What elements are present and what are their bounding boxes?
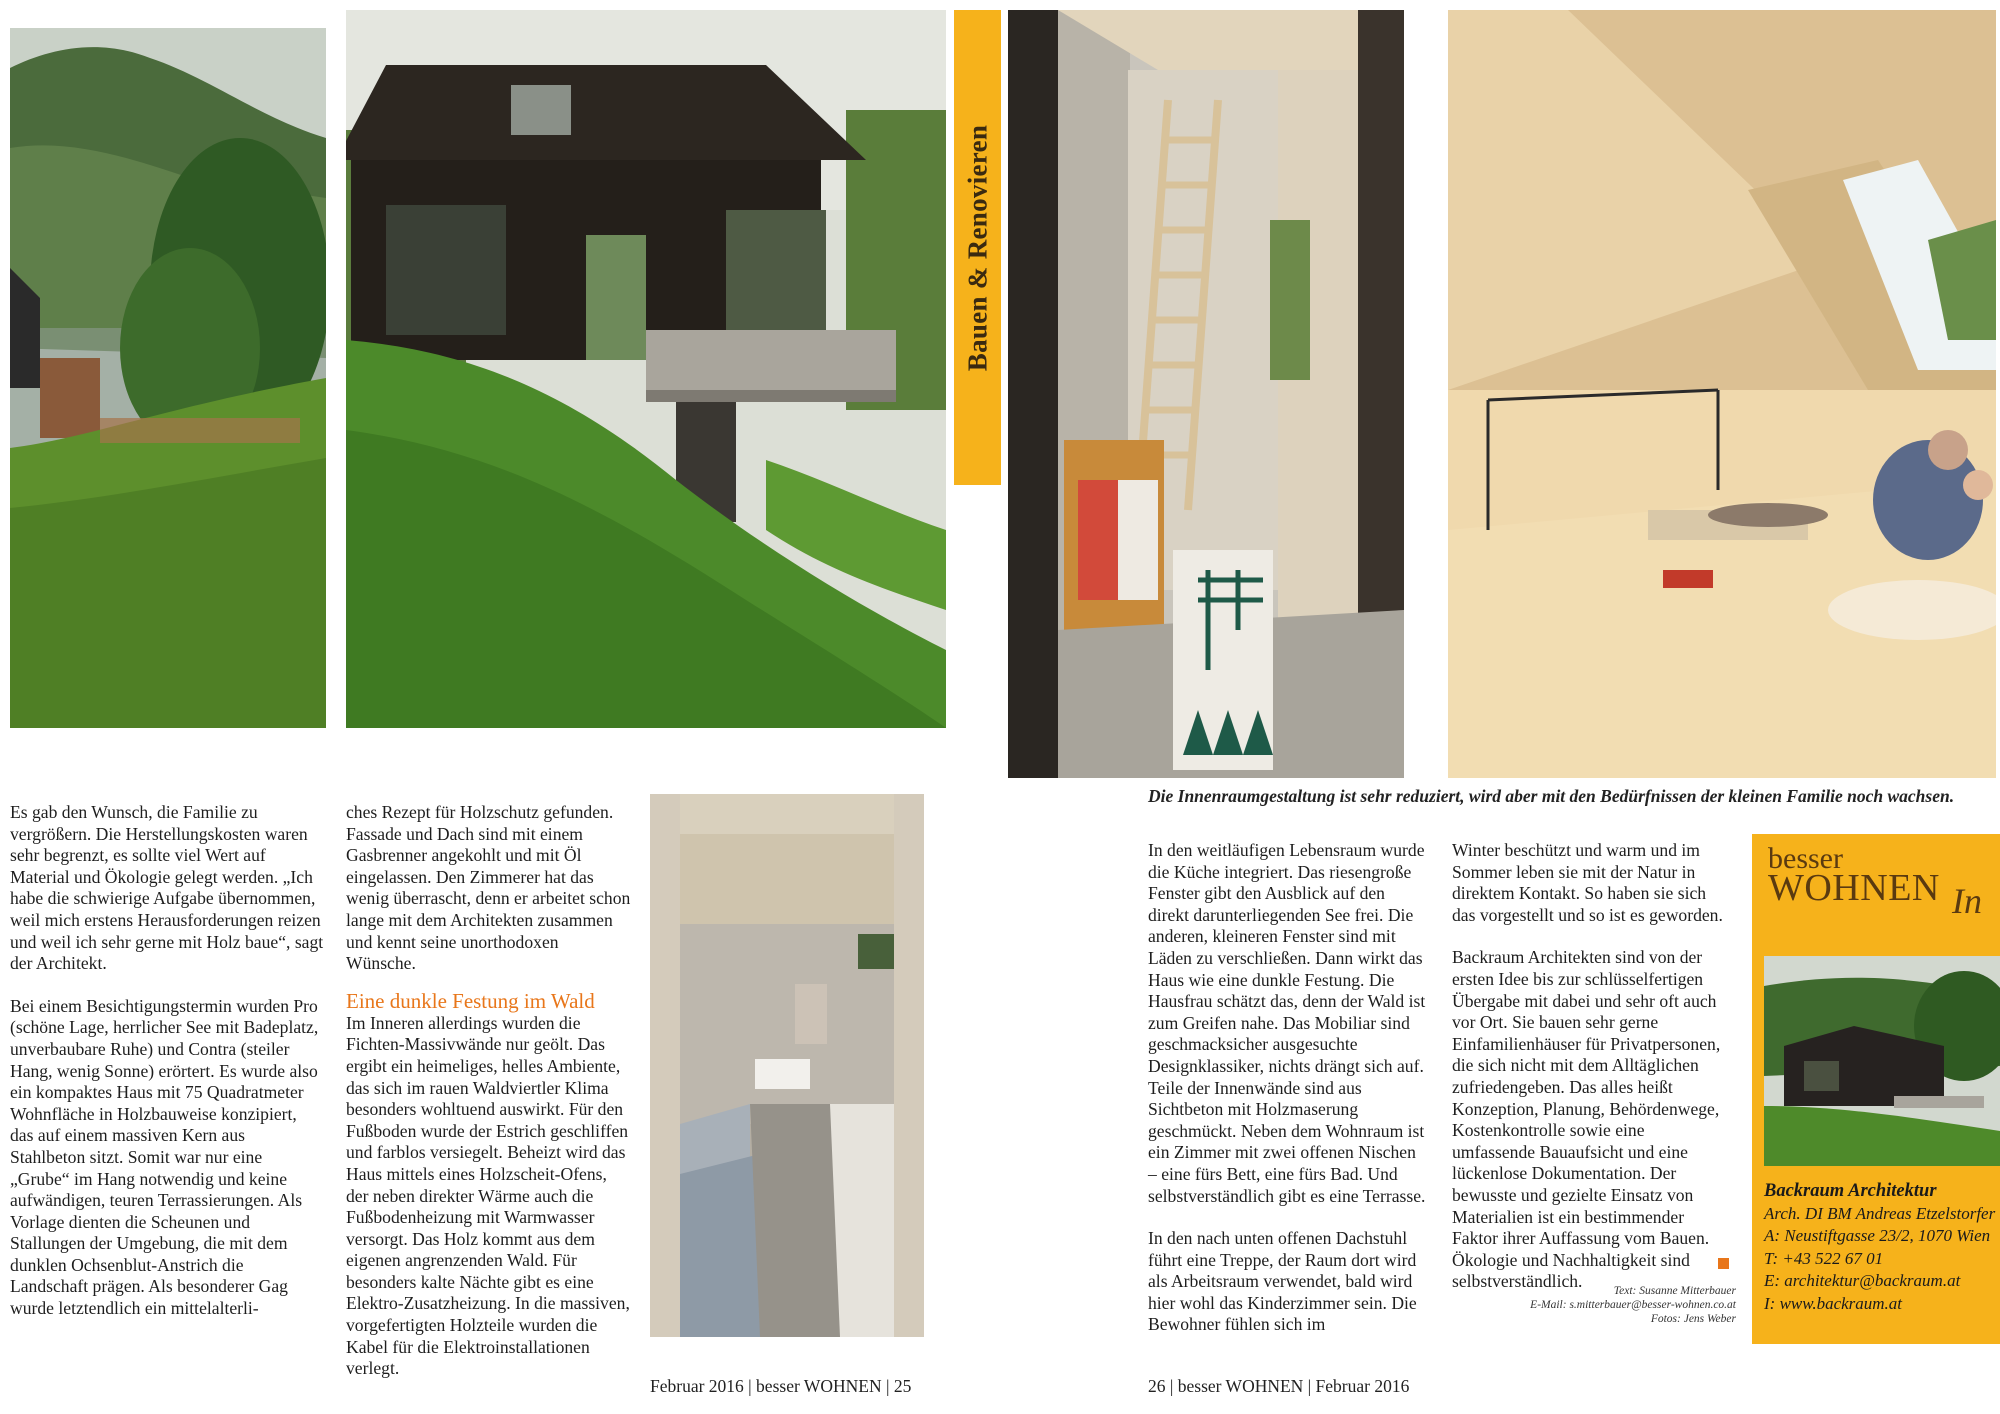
credit-photos: Fotos: Jens Weber [1650,1313,1736,1325]
page-footer-left: Februar 2016 | besser WOHNEN | 25 [650,1376,912,1396]
company-name: Backraum Architektur [1764,1181,1937,1201]
subheading: Eine dunkle Festung im Wald [346,988,595,1013]
left-text-column-2 [346,802,632,1380]
paragraph: Im Inneren allerdings wurden die Fichten-Massivwände nur geölt. Das ergibt ein heimeliges, helles Ambiente, das sich im rauen Waldviertler Klima besonders wohltuend auswirkt. Für den Fußboden wurde der Estrich geschliffen und farblos versiegelt. Beheizt wird das Haus mittels eines Holzscheit-Ofens, der neben direkter Wärme auch die Fußbodenheizung mit Warmwasser versorgt. Das Holz kommt aus dem eigenen angrenzenden Wald. Für besonders kalte Nächte gibt es eine Elektro-Zusatzheizung. In die massiven, vorgefertigten Holzteile wurden die Kabel für die Elektroinstallationen verlegt. [346,1012,630,1379]
right-text-column-2 [1452,840,1730,1293]
paragraph: Winter beschützt und warm und im Sommer leben sie mit der Natur in direktem Kontakt. So haben sie sich das vorgestellt und so ist es geworden. [1452,840,1723,925]
architect-name: Arch. DI BM Andreas Etzelstorfer [1764,1203,1996,1223]
paragraph: Bei einem Besichtigungstermin wurden Pro (schöne Lage, herrlicher See mit Badeplatz, unverbaubare Ruhe) und Contra (steiler Hang, wenig Sonne) erörtert. Es wurde also ein kompaktes Haus mit 75 Quadratmeter Wohnfläche in Holzbauweise konzipiert, das auf einem massiven Kern aus Stahlbeton sitzt. Somit war nur eine „Grube“ im Hang notwendig und keine aufwändigen, teuren Terrassierungen. Als Vorlage dienten die Scheunen und Stallungen der Umgebung, die mit dem dunklen Ochsenblut-Anstrich die Landschaft prägen. Als besonderer Gag wurde letztendlich ein mittelalterli- [10,995,319,1319]
section-label: Bauen & Renovieren [962,124,992,371]
photo-hillside [10,28,326,728]
email-link[interactable]: E: architektur@backraum.at [1764,1271,1961,1290]
end-mark [1718,1258,1729,1269]
paragraph: ches Rezept für Holzschutz gefunden. Fassade und Dach sind mit einem Gasbrenner angekohlt und mit Öl eingelassen. Den Zimmerer hat das wenig überrascht, denn er arbeitet schon lange mit dem Architekten zusammen und kennt seine unorthodoxen Wünsche. [346,802,631,974]
photo-caption: Die Innenraumgestaltung ist sehr reduziert, wird aber mit den Bedürfnissen der kleinen Familie noch wachsen. [1148,786,1955,806]
paragraph: In den nach unten offenen Dachstuhl führt eine Treppe, der Raum dort wird als Arbeitsraum verwendet, bald wird hier wohl das Kinderzimmer sein. Die Bewohner fühlen sich im [1148,1228,1417,1335]
credits [1440,1284,1736,1326]
photo-bedroom-niche [650,794,924,1337]
photo-attic-loft [1448,10,1996,778]
photo-info-house [1764,956,2000,1166]
website-link[interactable]: I: www.backraum.at [1764,1293,1903,1313]
phone: T: +43 522 67 01 [1764,1248,1884,1268]
paragraph: Backraum Architekten sind von der ersten Idee bis zur schlüsselfertigen Übergabe mit dabei und sehr oft auch vor Ort. Sie bauen sehr gerne Einfamilienhäuser für Privatpersonen, die sich nicht mit dem Alltäglichen zufriedengeben. Das alles heißt Konzeption, Planung, Behördenwege, Kostenkontrolle sowie eine umfassende Bauaufsicht und eine lückenlose Dokumentation. Der bewusste und gezielte Einsatz von Materialien ist ein bestimmender Faktor ihrer Auffassung vom Bauen. Ökologie und Nachhaltigkeit sind selbstverständlich. [1452,947,1721,1292]
page-footer-right: 26 | besser WOHNEN | Februar 2016 [1148,1376,1410,1396]
credit-text: Text: Susanne Mitterbauer [1613,1285,1736,1297]
right-text-column-1 [1148,840,1428,1336]
photo-house-exterior [346,10,946,728]
section-spine-left [954,10,1001,485]
photo-interior-ladder [1008,10,1404,778]
left-text-column-1 [10,802,324,1320]
info-box [1752,834,2000,1344]
paragraph: In den weitläufigen Lebensraum wurde die Küche integriert. Das riesengroße Fenster gibt den Ausblick auf den direkt darunterliegenden See frei. Die anderen, kleineren Fenster sind mit Läden zu verschließen. Dann wirkt das Haus wie eine dunkle Festung. Die Hausfrau schätzt das, denn der Wald ist zum Greifen nahe. Das Mobiliar sind geschmacksicher ausgesuchte Designklassiker, nichts drängt sich auf. Teile der Innenwände sind aus Sichtbeton mit Holzmaserung geschmückt. Neben dem Wohnraum ist ein Zimmer mit zwei offenen Nischen – eine fürs Bett, eine fürs Bad. Und selbstverständlich gibt es eine Terrasse. [1148,840,1426,1206]
brand-logo-top: besser [1768,842,1843,875]
contact-block [1764,1180,1995,1315]
brand-logo-bottom: WOHNEN [1768,867,1940,909]
address: A: Neustiftgasse 23/2, 1070 Wien [1764,1226,1991,1245]
paragraph: Es gab den Wunsch, die Familie zu vergrößern. Die Herstellungskosten waren sehr begrenzt, es sollte viel Wert auf Material und Ökologie gelegt werden. „Ich habe die schwierige Aufgabe übernommen, weil mich erstens Herausforderungen reizen und weil ich sehr gerne mit Holz baue“, sagt der Architekt. [10,802,324,974]
info-tag: In [1952,881,1982,921]
credit-email: E-Mail: s.mitterbauer@besser-wohnen.co.at [1530,1299,1736,1311]
